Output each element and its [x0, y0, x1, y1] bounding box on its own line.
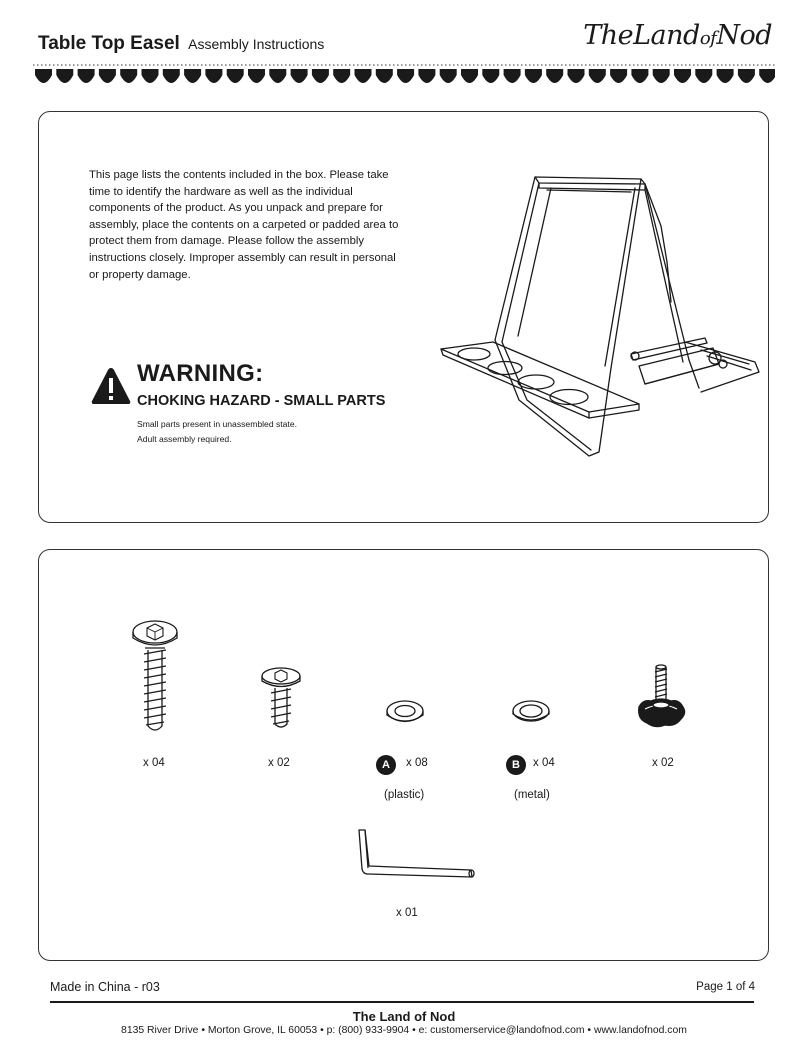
document-title-text: Table Top Easel — [38, 33, 180, 54]
allen-key-icon — [355, 828, 477, 882]
badge-b: B — [506, 755, 526, 775]
part-qty-allen-key: x 01 — [396, 907, 418, 919]
intro-paragraph: This page lists the contents included in the box. Please take time to identify the hardware as well as the individual components of the product. As you unpack and prepare for assembly, place the contents on a carpeted or padded area to protect them from damage. Please follow the assembly instructions closely. Improper assembly can result in personal or property damage. — [89, 169, 399, 281]
scallop-shape — [312, 69, 329, 83]
scallop-shape — [35, 69, 52, 83]
scallop-shape — [205, 69, 222, 83]
badge-a: A — [376, 755, 396, 775]
document-subtitle: Assembly Instructions — [188, 36, 325, 52]
warning-note-line-2: Adult assembly required. — [137, 433, 232, 444]
scallop-shape — [546, 69, 563, 83]
short-screw-icon — [259, 666, 303, 732]
scallop-shape — [142, 69, 159, 83]
part-qty-long-screw: x 04 — [143, 757, 165, 769]
scallop-shape — [440, 69, 457, 83]
scallop-shape — [717, 69, 734, 83]
scallop-shape — [333, 69, 350, 83]
scallop-shape — [78, 69, 95, 83]
part-qty-short-screw: x 02 — [268, 757, 290, 769]
hardware-panel — [38, 549, 769, 961]
part-qty-plastic-washer: x 08 — [406, 757, 428, 769]
scallop-shape — [376, 69, 393, 83]
warning-subtitle: CHOKING HAZARD - SMALL PARTS — [137, 393, 386, 409]
scallop-shape — [482, 69, 499, 83]
scallop-shape — [56, 69, 73, 83]
scallop-shape — [291, 69, 308, 83]
scallop-shape — [631, 69, 648, 83]
scallop-border — [33, 63, 775, 89]
footer-address: 8135 River Drive • Morton Grove, IL 60053 • p: (800) 933-9904 • e: customerservice@landofnod.com • www.landofnod.com — [121, 1025, 687, 1036]
scallop-shape — [248, 69, 265, 83]
scallop-shape — [759, 69, 775, 83]
scallop-shape — [227, 69, 244, 83]
brand-logo: TheLandofNod — [583, 20, 772, 51]
footer-divider — [50, 1001, 754, 1003]
warning-triangle-icon — [90, 366, 132, 406]
document-title — [38, 33, 324, 55]
scallop-shape — [418, 69, 435, 83]
scallop-shape — [504, 69, 521, 83]
scallop-shape — [355, 69, 372, 83]
scallop-shape — [99, 69, 116, 83]
easel-illustration-icon — [439, 172, 761, 458]
part-label-metal: (metal) — [514, 789, 550, 801]
scallop-shape — [269, 69, 286, 83]
scallop-shape — [120, 69, 137, 83]
scallop-shape — [568, 69, 585, 83]
scallop-shape — [695, 69, 712, 83]
scallop-shape — [674, 69, 691, 83]
scallop-shape — [525, 69, 542, 83]
overview-panel — [38, 111, 769, 523]
scallop-shape — [461, 69, 478, 83]
scallop-shape — [589, 69, 606, 83]
knob-bolt-icon — [631, 663, 691, 735]
footer-company: The Land of Nod — [352, 1009, 456, 1024]
metal-washer-icon — [511, 698, 551, 728]
part-qty-metal-washer: x 04 — [533, 757, 555, 769]
scallop-shape — [653, 69, 670, 83]
scallop-shape — [163, 69, 180, 83]
part-label-plastic: (plastic) — [384, 789, 425, 801]
warning-note — [137, 417, 297, 446]
scallop-shape — [397, 69, 414, 83]
page-number: Page 1 of 4 — [696, 981, 755, 993]
plastic-washer-icon — [385, 698, 425, 728]
scallop-shape — [184, 69, 201, 83]
warning-title: WARNING: — [137, 360, 264, 387]
long-screw-icon — [130, 618, 180, 738]
scallop-shape — [738, 69, 755, 83]
page-header — [38, 20, 772, 60]
scallop-shape — [610, 69, 627, 83]
warning-note-line-1: Small parts present in unassembled state. — [137, 419, 298, 429]
made-in-label: Made in China - r03 — [50, 980, 160, 994]
part-qty-knob-bolt: x 02 — [652, 757, 674, 769]
